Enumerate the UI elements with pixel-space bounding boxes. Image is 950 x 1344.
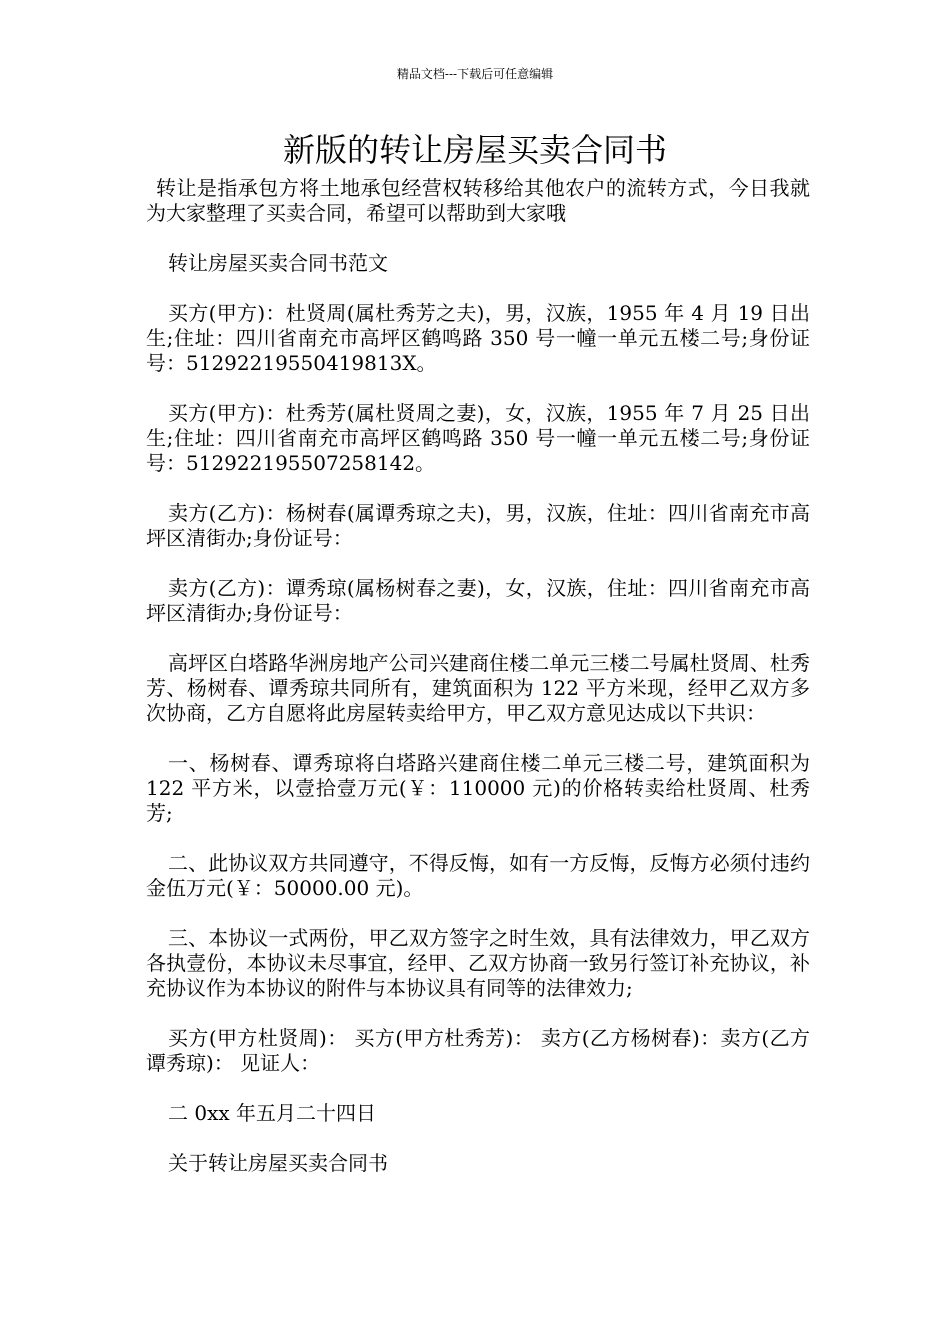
date-paragraph: 二 0xx 年五月二十四日 (168, 1101, 376, 1125)
seller-1-paragraph: 卖方(乙方)：杨树春(属谭秀琼之夫)，男，汉族，住址：四川省南充市高坪区清街办;身份证号： (146, 501, 810, 550)
buyer-2-paragraph: 买方(甲方)：杜秀芳(属杜贤周之妻)，女，汉族，1955 年 7 月 25 日出生;住址：四川省南充市高坪区鹤鸣路 350 号一幢一单元五楼二号;身份证号：512922195507258142。 (146, 401, 810, 475)
clause-3-paragraph: 三、本协议一式两份，甲乙双方签字之时生效，具有法律效力，甲乙双方各执壹份，本协议未尽事宜，经甲、乙双方协商一致另行签订补充协议，补充协议作为本协议的附件与本协议具有同等的法律效力; (146, 926, 810, 1000)
header-note: 精品文档---下载后可任意编辑 (396, 67, 554, 81)
clause-1-paragraph: 一、杨树春、谭秀琼将白塔路兴建商住楼二单元三楼二号，建筑面积为 122 平方米，以壹拾壹万元(￥：110000 元)的价格转卖给杜贤周、杜秀芳; (146, 751, 810, 825)
intro-paragraph: 转让是指承包方将土地承包经营权转移给其他农户的流转方式，今日我就为大家整理了买卖合同，希望可以帮助到大家哦 (146, 176, 810, 225)
section-heading: 转让房屋买卖合同书范文 (168, 251, 388, 275)
buyer-1-paragraph: 买方(甲方)：杜贤周(属杜秀芳之夫)，男，汉族，1955 年 4 月 19 日出生;住址：四川省南充市高坪区鹤鸣路 350 号一幢一单元五楼二号;身份证号：51292219550419813X。 (146, 301, 810, 375)
document-title: 新版的转让房屋买卖合同书 (282, 131, 667, 169)
signatures-paragraph: 买方(甲方杜贤周)： 买方(甲方杜秀芳)： 卖方(乙方杨树春)：卖方(乙方谭秀琼)： 见证人： (146, 1026, 810, 1075)
seller-2-paragraph: 卖方(乙方)：谭秀琼(属杨树春之妻)，女，汉族，住址：四川省南充市高坪区清街办;身份证号： (146, 576, 810, 625)
clause-2-paragraph: 二、此协议双方共同遵守，不得反悔，如有一方反悔，反悔方必须付违约金伍万元(￥：50000.00 元)。 (146, 851, 810, 900)
document-body (146, 176, 810, 1176)
related-heading: 关于转让房屋买卖合同书 (168, 1151, 388, 1175)
property-paragraph: 高坪区白塔路华洲房地产公司兴建商住楼二单元三楼二号属杜贤周、杜秀芳、杨树春、谭秀琼共同所有，建筑面积为 122 平方米现，经甲乙双方多次协商，乙方自愿将此房屋转卖给甲方，甲乙双方意见达成以下共识： (146, 651, 810, 725)
